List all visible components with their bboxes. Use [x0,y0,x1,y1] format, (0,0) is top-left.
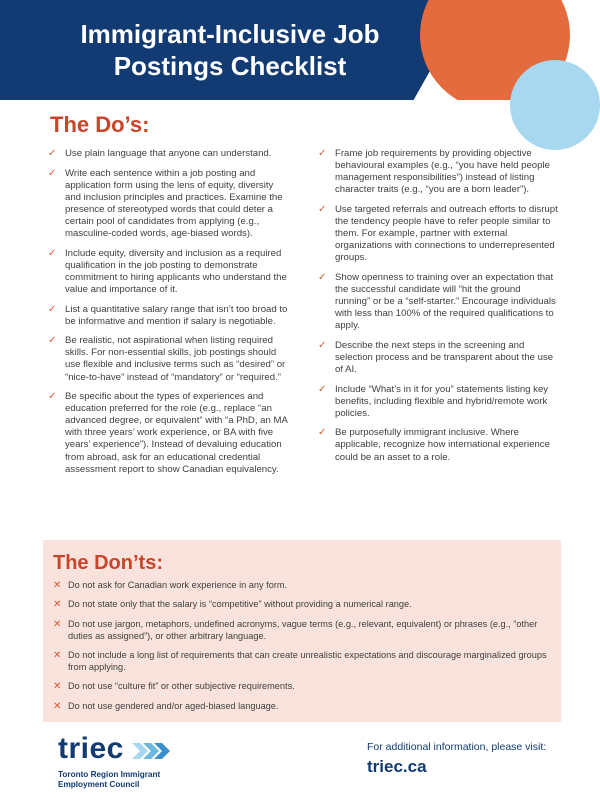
check-icon: ✓ [48,303,57,315]
chevrons-right-icon [132,741,172,761]
dos-item [318,427,558,463]
check-icon: ✓ [318,339,327,351]
cross-icon: ✕ [53,580,62,591]
logo-subtitle-line-1: Toronto Region Immigrant [58,770,161,779]
page-title [30,18,430,82]
dos-item-text: Be realistic, not aspirational when listing required skills. For non-essential skills, job postings should use flexible and inclusive terms such as “desired” or “nice-to-have” instead of “mandatory” or “required.” [65,335,286,383]
donts-item-text: Do not use jargon, metaphors, undefined acronyms, vague terms (e.g., relevant, equivalent) or phrases (e.g., “other duties as assigned”), or other arbitrary language. [68,618,538,641]
donts-item-text: Do not ask for Canadian work experience in any form. [68,580,288,590]
dos-item-text: List a quantitative salary range that isn’t too broad to be informative and mention if salary is negotiable. [65,303,288,327]
dos-heading: The Do’s: [50,112,150,137]
cross-icon: ✕ [53,599,62,611]
dos-item-text: Frame job requirements by providing objective behavioural examples (e.g., “you have held people management responsibilities”) instead of listing character traits (e.g., “you are a born leader”). [335,148,550,196]
check-icon: ✓ [318,203,327,215]
check-icon: ✓ [318,427,327,439]
check-icon: ✓ [48,335,57,347]
header-banner [0,0,600,100]
page-title-line-2: Postings Checklist [113,51,347,81]
dos-item [318,204,558,264]
dos-list-right [318,148,558,471]
cross-icon: ✕ [53,681,62,693]
dos-item-text: Include “What’s in it for you” statements listing key benefits, including flexible and hybrid/remote work policies. [335,383,549,419]
check-icon: ✓ [48,247,57,259]
footer-info-text: For additional information, please visit: [367,741,547,753]
blue-circle-decoration [510,60,600,150]
dos-item [48,248,288,296]
check-icon: ✓ [318,383,327,395]
check-icon: ✓ [48,167,57,179]
donts-item [53,619,553,643]
dos-item [48,168,288,241]
dos-item [48,391,288,476]
dos-item [318,340,558,376]
donts-item-text: Do not state only that the salary is “competitive” without providing a numerical range. [68,599,412,610]
dos-item [48,148,288,160]
cross-icon: ✕ [53,700,62,712]
dos-item-text: Use targeted referrals and outreach efforts to disrupt the tendency people have to refer people similar to them. For example, partner with external organizations with connections to underrepresented groups. [335,203,558,264]
dos-item-text: Be specific about the types of experiences and education preferred for the role (e.g., replace “an advanced degree, or equivalent” with “a PhD, an MA with three years’ work experience, or BA with five years’ experience”). Instead of devaluing education from abroad, ask for an educational credential assessment report to show Canadian equivalency. [65,391,288,475]
donts-item-text: Do not use “culture fit” or other subjective requirements. [68,681,295,692]
cross-icon: ✕ [53,618,62,630]
dos-item-text: Be purposefully immigrant inclusive. Where applicable, recognize how international experience could be an asset to a role. [335,427,550,463]
triec-logo [58,732,258,792]
donts-item [53,681,553,693]
check-icon: ✓ [318,148,327,159]
donts-section [43,540,561,722]
logo-subtitle-line-2: Employment Council [58,780,140,789]
donts-item [53,599,553,611]
donts-list [53,580,553,720]
donts-item-text: Do not include a long list of requirements that can create unrealistic expectations and discourage marginalized groups from applying. [68,649,547,672]
dos-item [318,384,558,420]
dos-item-text: Describe the next steps in the screening and selection process and be transparent about the use of AI. [335,339,554,375]
check-icon: ✓ [318,271,327,283]
logo-subtitle [58,770,258,790]
dos-item-text: Show openness to training over an expectation that the successful candidate will “hit the ground running” or be a “self-starter.” Encourage individuals with less than 100% of the required qualifications to apply. [335,271,556,332]
dos-item-text: Use plain language that anyone can understand. [65,148,272,159]
dos-item-text: Include equity, diversity and inclusion as a required qualification in the job posting to demonstrate commitment to hiring applicants who understand the value and importance of it. [65,247,287,295]
dos-item [318,272,558,332]
donts-item [53,580,553,592]
donts-item [53,650,553,674]
dos-item [318,148,558,196]
footer-url-link[interactable]: triec.ca [367,757,427,776]
logo-wordmark: triec [58,732,124,765]
dos-list-left [48,148,288,483]
dos-item [48,304,288,328]
cross-icon: ✕ [53,649,62,661]
donts-heading: The Don’ts: [53,552,163,574]
page-title-line-1: Immigrant-Inclusive Job [80,19,380,49]
dos-item-text: Write each sentence within a job posting and application form using the lens of equity, diversity and inclusion principles and practices. Examine the presence of stereotyped words that could deter a certain pool of candidates from applying (e.g., masculine-coded words, age-biased words). [65,167,283,240]
check-icon: ✓ [48,148,57,159]
dos-item [48,335,288,383]
donts-item [53,701,553,713]
check-icon: ✓ [48,391,57,403]
donts-item-text: Do not use gendered and/or aged-biased language. [68,700,279,711]
